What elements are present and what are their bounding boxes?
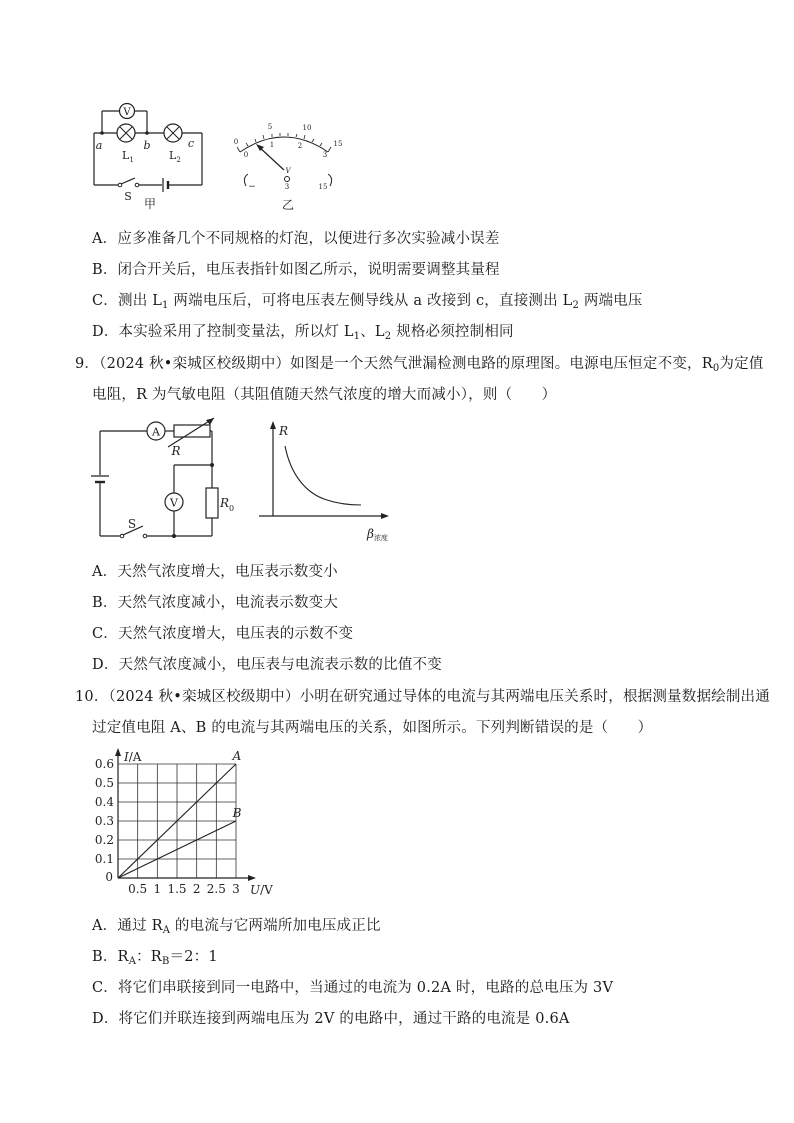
lamp-l1-icon — [117, 124, 135, 142]
lamp-l2-label: $L_2$ — [169, 149, 181, 164]
gas-sensitive-resistor-icon — [168, 418, 214, 447]
y-axis-arrow-icon — [115, 748, 121, 756]
series-label-b: B — [232, 806, 242, 820]
fixed-resistor-r0-icon — [206, 488, 218, 518]
y-tick-label: 0.2 — [94, 833, 114, 847]
q10-option-c: C．将它们串联接到同一电路中，当通过的电流为 0.2A 时，电路的总电压为 3V — [92, 980, 614, 996]
terminal-15-icon — [328, 174, 332, 186]
dial-top-10: 10 — [302, 124, 312, 132]
dial-unit: V — [285, 167, 291, 175]
resistor-r-label: R — [171, 444, 181, 458]
y-axis-label: I/A — [124, 750, 142, 764]
q9-option-d: D．天然气浓度减小，电压表与电流表示数的比值不变 — [92, 657, 442, 673]
y-tick-label: 0.5 — [94, 776, 114, 790]
switch-s-label: S — [124, 190, 132, 203]
x-axis-label: U/V — [250, 883, 273, 895]
q10-current-voltage-chart — [88, 745, 288, 895]
series-label-a: A — [232, 749, 242, 763]
lamp-l1-label: $L_1$ — [122, 149, 134, 164]
dial-bottom-1: 1 — [269, 141, 275, 149]
battery-icon — [91, 476, 109, 482]
dial-top-0: 0 — [233, 138, 239, 146]
terminal-3-icon — [285, 177, 290, 182]
dial-bottom-3: 3 — [322, 151, 328, 159]
dial-bottom-2: 2 — [297, 142, 303, 150]
q8-option-b: B．闭合开关后，电压表指针如图乙所示，说明需要调整其量程 — [92, 262, 500, 278]
figure-yi-voltmeter-dial — [228, 116, 348, 212]
q9-option-c: C．天然气浓度增大，电压表的示数不变 — [92, 626, 354, 642]
x-tick-label: 1.5 — [167, 882, 187, 895]
resistor-r0-label: $R_0$ — [220, 496, 235, 513]
q9-stem-line1: 9．（2024 秋•栾城区校级期中）如图是一个天然气泄漏检测电路的原理图。电源电压恒定不变，$R_0$为定值 — [75, 356, 764, 374]
dial-needle — [258, 146, 284, 170]
voltmeter-label: V — [170, 496, 178, 510]
q10-option-b: B．$R_A$：$R_B=2$：1 — [92, 949, 218, 967]
terminal-3-label: 3 — [284, 183, 290, 191]
y-tick-label: 0.3 — [94, 814, 114, 828]
x-tick-label: 3 — [232, 882, 240, 895]
switch-s-icon — [118, 178, 139, 187]
graph-x-label: β浓度 — [367, 527, 388, 542]
battery-icon — [163, 178, 168, 192]
q9-circuit-figure — [88, 415, 246, 545]
ammeter-label: A — [152, 425, 160, 439]
x-tick-label: 2.5 — [206, 882, 226, 895]
y-tick-label: 0.1 — [94, 852, 114, 866]
q10-option-d: D．将它们并联连接到两端电压为 2V 的电路中，通过干路的电流是 0.6A — [92, 1011, 570, 1027]
node-b-label: b — [143, 139, 151, 152]
voltmeter-label: V — [123, 107, 131, 118]
figure-yi-caption: 乙 — [281, 198, 295, 212]
q10-option-a: A．通过 $R_A$ 的电流与它两端所加电压成正比 — [92, 918, 381, 936]
q9-r-concentration-graph — [255, 418, 400, 543]
graph-y-label: R — [279, 424, 289, 438]
r-decreasing-curve — [285, 446, 361, 505]
terminal-15-label: 15 — [318, 183, 328, 191]
switch-s-label: S — [127, 517, 137, 531]
x-tick-label: 1 — [153, 882, 162, 895]
dial-top-5: 5 — [267, 123, 273, 131]
node-c-label: c — [187, 137, 195, 150]
y-tick-label: 0.4 — [94, 795, 114, 809]
lamp-l2-icon — [164, 124, 182, 142]
x-axis-arrow-icon — [248, 875, 256, 881]
y-tick-label: 0.6 — [94, 757, 114, 771]
q10-stem-line1: 10．（2024 秋•栾城区校级期中）小明在研究通过导体的电流与其两端电压关系时，根据测量数据绘制出通 — [75, 689, 770, 705]
q8-option-d: D．本实验采用了控制变量法，所以灯 $L_1$、$L_2$ 规格必须控制相同 — [92, 324, 514, 342]
x-tick-label: 2 — [192, 882, 201, 895]
x-tick-label: 0.5 — [128, 882, 148, 895]
q8-option-c: C．测出 $L_1$ 两端电压后，可将电压表左侧导线从 a 改接到 c，直接测出 $L_2$ 两端电压 — [92, 293, 643, 311]
q9-option-a: A．天然气浓度增大，电压表示数变小 — [92, 564, 338, 580]
figure-jia-caption: 甲 — [143, 197, 157, 210]
q8-option-a: A．应多准备几个不同规格的灯泡，以便进行多次实验减小误差 — [92, 231, 500, 247]
q9-option-b: B．天然气浓度减小，电流表示数变大 — [92, 595, 339, 611]
q10-stem-line2: 过定值电阻 A、B 的电流与其两端电压的关系，如图所示。下列判断错误的是（ ） — [92, 720, 653, 736]
q9-stem-line2: 电阻，R 为气敏电阻（其阻值随天然气浓度的增大而减小），则（ ） — [92, 387, 557, 403]
node-a-label: a — [95, 139, 103, 152]
dial-top-15: 15 — [333, 140, 343, 148]
terminal-minus-label: − — [248, 182, 256, 192]
figure-jia-circuit — [88, 92, 218, 210]
origin-label: 0 — [105, 870, 113, 884]
dial-bottom-0: 0 — [243, 151, 249, 159]
